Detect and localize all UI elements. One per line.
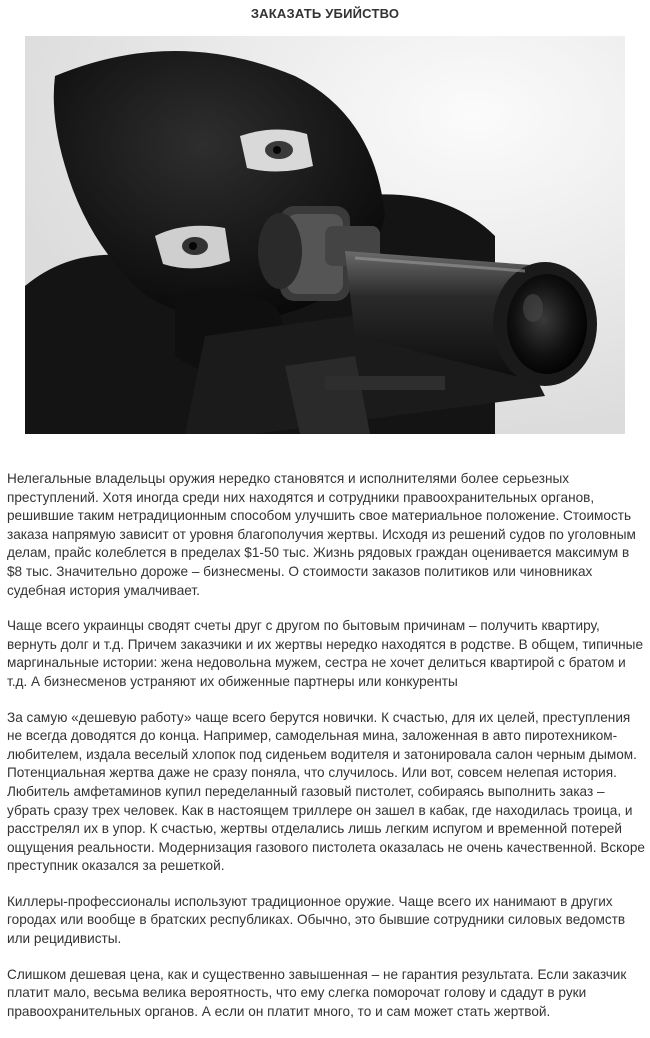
article-paragraph: Чаще всего украинцы сводят счеты друг с другом по бытовым причинам – получить квартиру, вернуть долг и т.д. Причем заказчики и их жертвы нередко находятся в родстве. В общем, типичные маргинальные истории: жена недовольна мужем, сестра не хочет делиться квартирой с братом и т.д. А бизнесменов устраняют их обиженные партнеры или конкуренты [7, 618, 644, 689]
article-paragraph: Киллеры-профессионалы используют традиционное оружие. Чаще всего их нанимают в других городах или вообще в братских республиках. Обычно, это бывшие сотрудники силовых ведомств или рецидивисты. [7, 893, 626, 947]
article-paragraph: Слишком дешевая цена, как и существенно завышенная – не гарантия результата. Если заказчик платит мало, весьма велика вероятность, что ему слегка поморочат голову и сдадут в руки правоохранительных органов. А если он платит много, то и сам может стать жертвой. [7, 966, 627, 1019]
article-body [7, 470, 647, 1038]
article-paragraph: За самую «дешевую работу» чаще всего берутся новички. К счастью, для их целей, преступления не всегда доводятся до конца. Например, самодельная мина, заложенная в авто пиротехником-любителем, издала веселый хлопок под сиденьем водителя и затонировала салон черным дымом. Потенциальная жертва даже не сразу поняла, что случилось. Или вот, совсем нелепая история. Любитель амфетаминов купил переделанный газовый пистолет, собираясь выполнить заказ – убрать сразу трех человек. Как в настоящем триллере он зашел в кабак, где находилась троица, и расстрелял их в упор. К счастью, жертвы отделались лишь легким испугом и временной потерей ощущения реальности. Модернизация газового пистолета оказалась не очень качественной. Вскоре преступник оказался за решеткой. [7, 709, 645, 874]
article-title: ЗАКАЗАТЬ УБИЙСТВО [250, 6, 400, 21]
masked-sniper-photo [25, 36, 625, 434]
article-paragraph: Нелегальные владельцы оружия нередко становятся и исполнителями более серьезных преступлений. Хотя иногда среди них находятся и сотрудники правоохранительных органов, решившие таким нетрадиционным способом улучшить свое материальное положение. Стоимость заказа напрямую зависит от уровня благополучия жертвы. Исходя из решений судов по уголовным делам, прайс колеблется в пределах $1-50 тыс. Жизнь рядовых граждан оценивается максимум в $8 тыс. Значительно дороже – бизнесмены. О стоимости заказов политиков или чиновниках судебная история умалчивает. [7, 471, 636, 598]
